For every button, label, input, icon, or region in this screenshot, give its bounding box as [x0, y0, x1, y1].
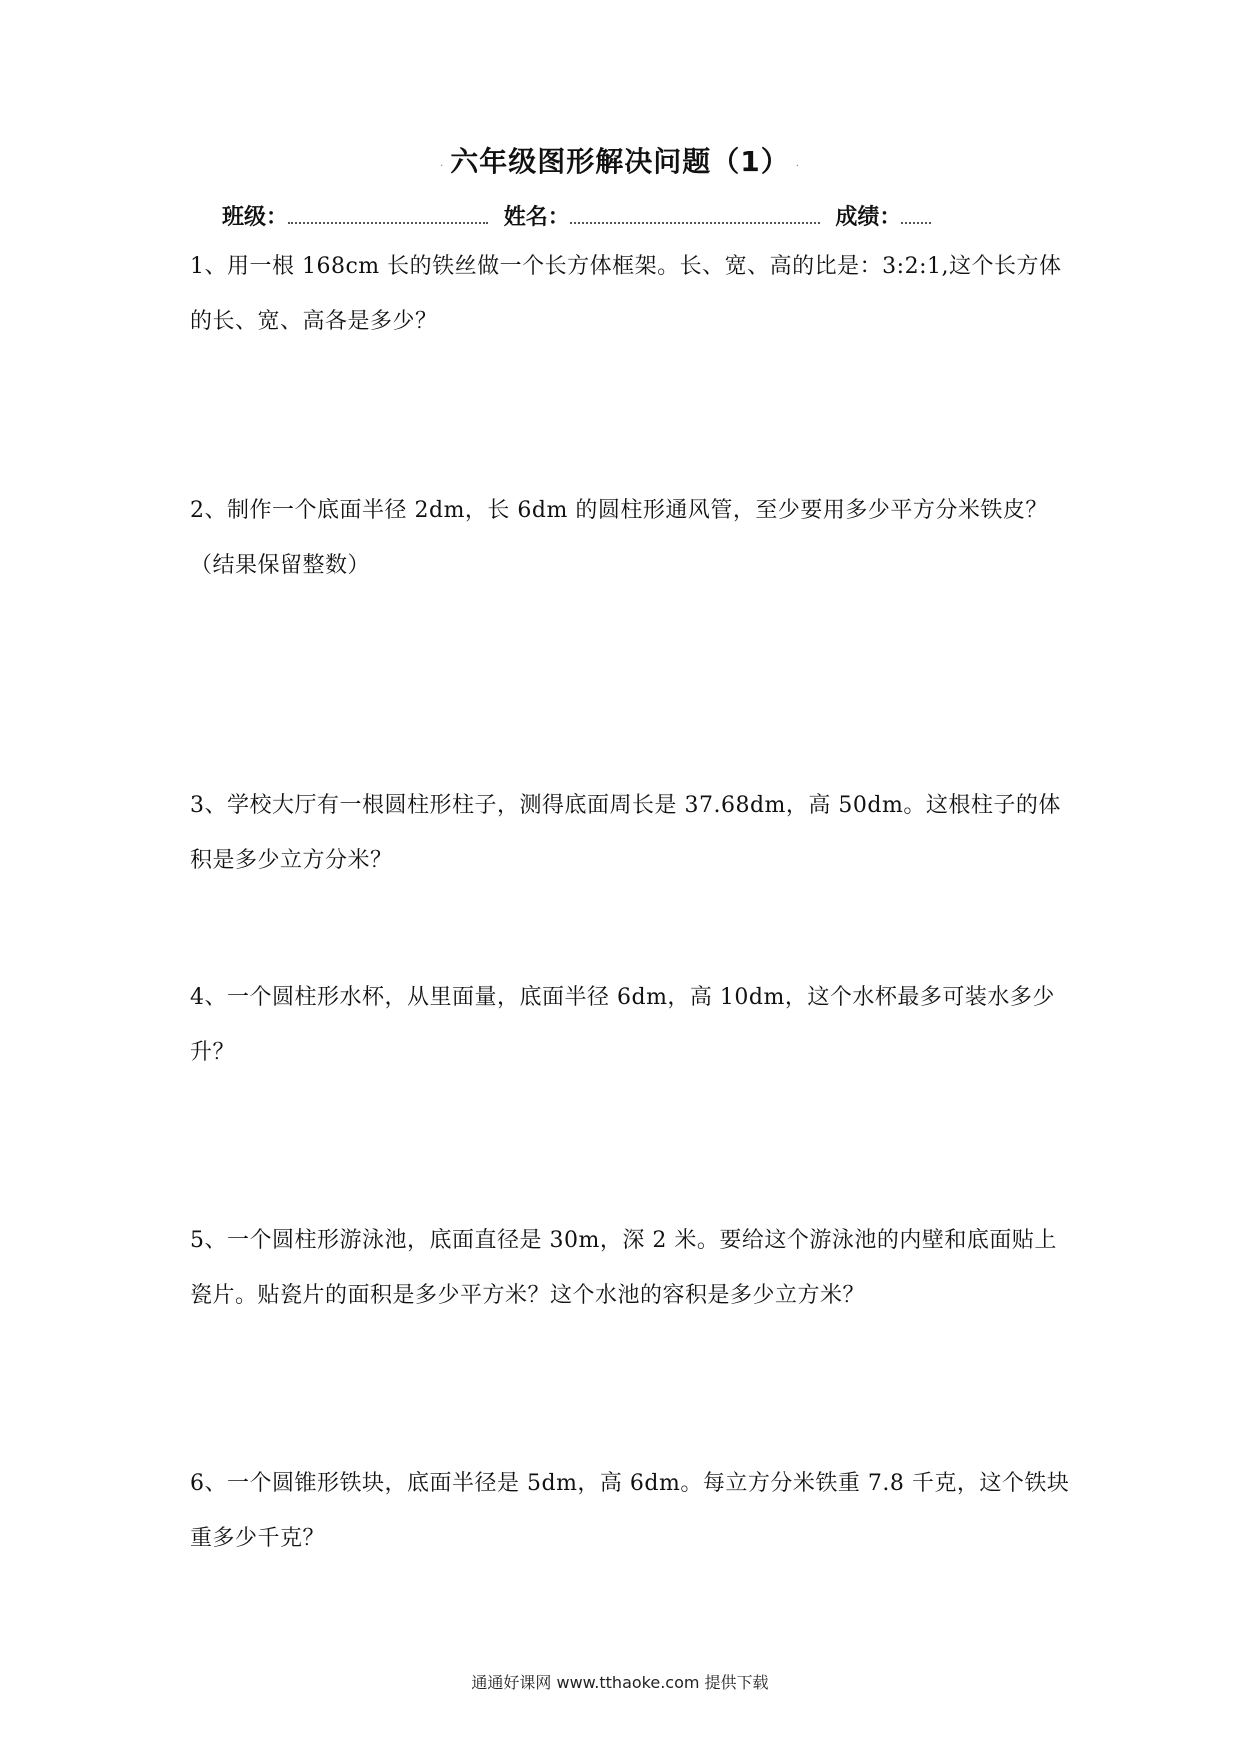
name-blank[interactable] — [570, 202, 820, 224]
class-blank[interactable] — [288, 202, 488, 224]
question-1: 1、用一根 168cm 长的铁丝做一个长方体框架。长、宽、高的比是：3:2:1,这个长方体的长、宽、高各是多少？ — [190, 254, 1062, 334]
footer-credit: 通通好课网 www.tthaoke.com 提供下载 — [471, 1673, 769, 1692]
student-info-row — [222, 200, 939, 231]
question-4: 4、一个圆柱形水杯，从里面量，底面半径 6dm，高 10dm，这个水杯最多可装水多少升？ — [190, 985, 1055, 1065]
name-label: 姓名： — [503, 205, 570, 230]
title-dot-left: . — [440, 157, 445, 169]
question-3: 3、学校大厅有一根圆柱形柱子，测得底面周长是 37.68dm，高 50dm。这根柱子的体积是多少立方分米？ — [190, 793, 1061, 873]
question-6: 6、一个圆锥形铁块，底面半径是 5dm，高 6dm。每立方分米铁重 7.8 千克，这个铁块重多少千克？ — [190, 1471, 1070, 1551]
worksheet-title — [0, 140, 1240, 180]
question-2: 2、制作一个底面半径 2dm，长 6dm 的圆柱形通风管，至少要用多少平方分米铁皮？（结果保留整数） — [190, 498, 1048, 578]
score-blank[interactable] — [901, 202, 931, 224]
title-dot-right: . — [795, 157, 800, 169]
question-5: 5、一个圆柱形游泳池，底面直径是 30m，深 2 米。要给这个游泳池的内壁和底面贴上瓷片。贴瓷片的面积是多少平方米？这个水池的容积是多少立方米？ — [190, 1228, 1057, 1308]
title-text: 六年级图形解决问题（1） — [450, 145, 790, 178]
class-label: 班级： — [222, 205, 289, 230]
score-label: 成绩： — [835, 205, 902, 230]
